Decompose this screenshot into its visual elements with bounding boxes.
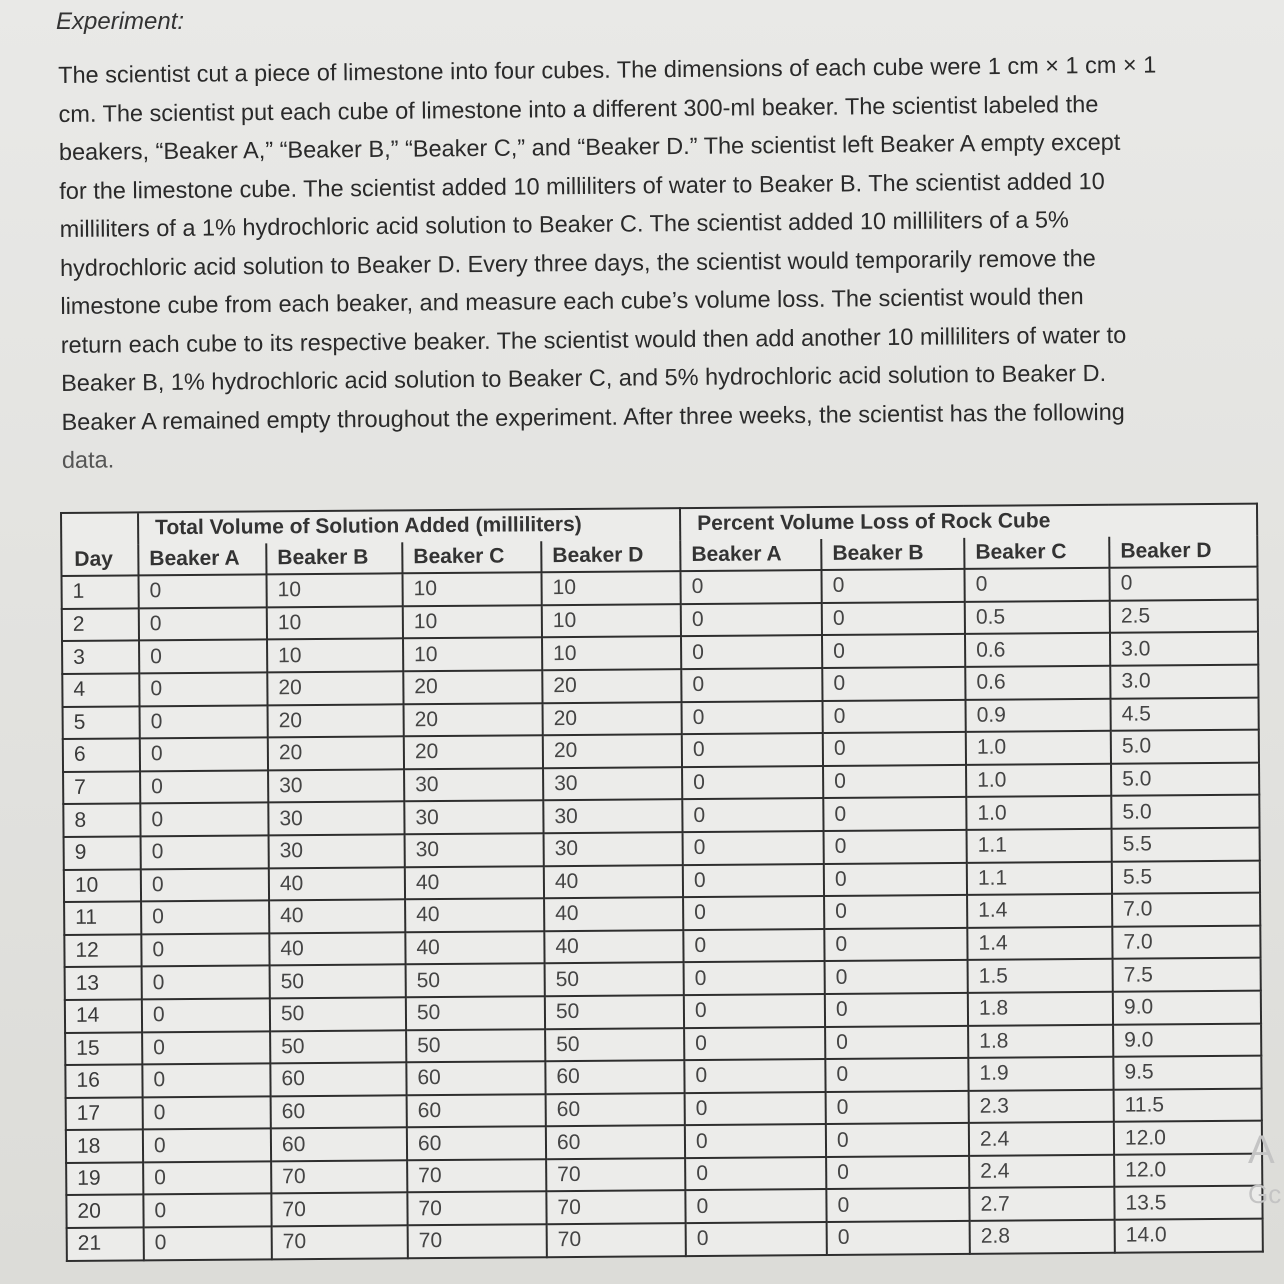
day-cell: 11 [64,902,141,935]
table-cell: 0 [1110,567,1258,601]
table-cell: 0 [824,928,967,962]
day-cell: 8 [63,804,140,837]
day-cell: 12 [64,934,141,967]
table-cell: 2.8 [970,1220,1115,1254]
table-cell: 0 [142,1063,270,1097]
table-cell: 5.0 [1111,730,1259,764]
table-cell: 50 [545,995,684,1029]
table-cell: 0.6 [965,666,1110,700]
cropped-edge-text [1248,1128,1284,1216]
paragraph-line: beakers, “Beaker A,” “Beaker B,” “Beaker C,” and “Beaker D.” The scientist left Beaker A empty except [58,128,1121,165]
table-cell: 0 [825,993,968,1027]
table-cell: 20 [267,671,403,705]
table-cell: 0 [143,1194,271,1228]
column-header-day: Day [61,544,138,576]
paragraph-line: milliliters of a 1% hydrochloric acid solution to Beaker C. The scientist added 10 milliliters of a 5% [59,206,1069,242]
table-cell: 30 [543,799,682,833]
table-cell: 50 [406,996,545,1030]
paragraph-line: hydrochloric acid solution to Beaker D. Every three days, the scientist would temporarily remove the [59,244,1096,281]
table-cell: 10 [266,573,402,607]
table-cell: 0 [683,864,824,898]
table-cell: 50 [406,1029,545,1063]
table-cell: 0 [823,732,966,766]
edge-fragment: A [1248,1128,1275,1172]
table-cell: 20 [268,736,404,770]
column-header-added-beaker-b: Beaker B [266,542,402,575]
table-cell: 5.0 [1111,795,1259,829]
table-cell: 0 [139,575,267,609]
table-cell: 40 [405,931,544,965]
table-cell: 50 [270,1030,406,1064]
table-cell: 40 [544,865,683,899]
table-cell: 0 [141,868,269,902]
table-cell: 70 [271,1193,407,1227]
table-cell: 1.8 [968,992,1113,1026]
table-cell: 60 [407,1094,546,1128]
table-cell: 0 [825,1025,968,1059]
table-cell: 0 [825,1058,968,1092]
table-cell: 1.9 [968,1057,1113,1091]
table-cell: 10 [267,639,403,673]
table-cell: 40 [269,932,405,966]
table-cell: 1.0 [966,796,1111,830]
table-cell: 0 [140,705,268,739]
table-cell: 0 [682,733,823,767]
table-cell: 7.0 [1112,893,1260,927]
table-cell: 0 [139,640,267,674]
table-cell: 70 [272,1225,408,1259]
day-cell: 3 [62,641,139,674]
table-cell: 0 [681,668,822,702]
table-cell: 60 [271,1128,407,1162]
column-header-loss-beaker-a: Beaker A [680,539,821,572]
table-cell: 1.8 [968,1024,1113,1058]
table-cell: 11.5 [1114,1088,1262,1122]
table-cell: 9.0 [1113,1023,1261,1057]
table-cell: 20 [403,670,542,704]
table-cell: 3.0 [1110,632,1258,666]
day-cell: 21 [67,1227,144,1260]
day-cell: 6 [63,739,140,772]
table-cell: 9.5 [1113,1056,1261,1090]
table-cell: 0 [826,1123,969,1157]
table-cell: 10 [542,604,681,638]
table-cell: 0.5 [965,601,1110,635]
day-cell: 7 [63,771,140,804]
table-cell: 60 [546,1093,685,1127]
table-cell: 7.0 [1112,925,1260,959]
table-cell: 14.0 [1115,1219,1263,1253]
table-cell: 0 [682,701,823,735]
table-cell: 0 [823,797,966,831]
table-cell: 2.7 [969,1187,1114,1221]
table-cell: 0 [682,798,823,832]
table-cell: 1.0 [966,731,1111,765]
table-cell: 0 [686,1222,827,1256]
table-cell: 2.4 [969,1155,1114,1189]
table-cell: 0 [822,602,965,636]
table-cell: 40 [544,930,683,964]
table-cell: 0 [141,900,269,934]
table-cell: 20 [404,703,543,737]
table-cell: 70 [271,1160,407,1194]
table-cell: 70 [546,1191,685,1225]
table-cell: 0 [685,1092,826,1126]
day-cell: 4 [62,673,139,706]
table-cell: 0 [824,830,967,864]
table-cell: 0 [142,966,270,1000]
table-cell: 20 [404,735,543,769]
table-cell: 0 [826,1188,969,1222]
table-cell: 60 [406,1061,545,1095]
column-header-added-beaker-a: Beaker A [138,543,266,576]
table-cell: 70 [407,1192,546,1226]
table-cell: 60 [270,1062,406,1096]
table-cell: 60 [407,1126,546,1160]
table-cell: 0 [682,766,823,800]
edge-fragment: Gc [1248,1179,1282,1209]
day-cell: 5 [63,706,140,739]
table-cell: 0 [822,667,965,701]
column-header-loss-beaker-c: Beaker C [964,536,1109,569]
table-cell: 0 [681,635,822,669]
day-cell: 17 [66,1097,143,1130]
table-cell: 0 [827,1221,970,1255]
table-cell: 0 [822,569,965,603]
table-cell: 0 [826,1156,969,1190]
day-cell: 2 [62,608,139,641]
table-cell: 4.5 [1111,697,1259,731]
paragraph-line: data. [61,446,115,473]
table-cell: 70 [547,1223,686,1257]
table-cell: 1.1 [967,829,1112,863]
table-cell: 0 [684,1059,825,1093]
table-cell: 3.0 [1110,665,1258,699]
table-cell: 0 [142,998,270,1032]
table-cell: 5.0 [1111,762,1259,796]
table-cell: 50 [406,964,545,998]
table-cell: 2.5 [1110,599,1258,633]
paragraph-line: for the limestone cube. The scientist added 10 milliliters of water to Beaker B. The scientist added 10 [59,167,1105,204]
table-cell: 10 [542,637,681,671]
table-cell: 10 [402,572,541,606]
table-cell: 30 [404,768,543,802]
table-cell: 60 [545,1060,684,1094]
table-cell: 40 [405,866,544,900]
table-cell: 60 [546,1125,685,1159]
day-cell: 19 [66,1162,143,1195]
table-cell: 70 [408,1224,547,1258]
table-cell: 0 [822,634,965,668]
table-cell: 0 [684,961,825,995]
volume-added-group-header: Total Volume of Solution Added (milliliters) [138,508,680,544]
table-cell: 70 [407,1159,546,1193]
table-cell: 30 [268,769,404,803]
table-cell: 0 [824,895,967,929]
table-cell: 0 [139,607,267,641]
table-cell: 5.5 [1112,828,1260,862]
table-cell: 0 [681,603,822,637]
table-cell: 30 [544,832,683,866]
table-cell: 1.4 [967,894,1112,928]
paragraph-line: Beaker B, 1% hydrochloric acid solution to Beaker C, and 5% hydrochloric acid solution to Beaker D. [61,359,1107,396]
table-cell: 0 [684,1027,825,1061]
day-cell: 10 [64,869,141,902]
table-cell: 50 [545,962,684,996]
data-table-container [60,503,1264,1262]
table-cell: 0 [681,570,822,604]
table-cell: 40 [544,897,683,931]
table-cell: 0 [140,803,268,837]
column-header-loss-beaker-b: Beaker B [821,537,964,570]
table-cell: 1.0 [966,764,1111,798]
paragraph-line: The scientist cut a piece of limestone into four cubes. The dimensions of each cube were 1 cm × 1 cm × 1 [58,51,1157,88]
column-header-added-beaker-d: Beaker D [541,540,680,573]
paragraph-line: limestone cube from each beaker, and measure each cube’s volume loss. The scientist would then [60,283,1084,319]
table-cell: 9.0 [1113,990,1261,1024]
table-cell: 50 [270,965,406,999]
table-cell: 0 [965,568,1110,602]
table-cell: 0 [141,933,269,967]
day-cell: 13 [65,967,142,1000]
column-header-added-beaker-c: Beaker C [402,541,541,574]
table-cell: 2.4 [969,1122,1114,1156]
table-cell: 30 [405,833,544,867]
table-cell: 0 [684,994,825,1028]
table-cell: 0.6 [965,633,1110,667]
table-cell: 0 [824,862,967,896]
day-cell: 14 [65,999,142,1032]
table-cell: 0 [823,699,966,733]
table-cell: 40 [405,898,544,932]
table-cell: 20 [543,702,682,736]
table-cell: 0 [685,1124,826,1158]
table-cell: 0 [683,896,824,930]
table-cell: 13.5 [1114,1186,1262,1220]
table-cell: 0 [685,1189,826,1223]
table-cell: 10 [267,606,403,640]
table-cell: 10 [403,605,542,639]
paragraph-line: return each cube to its respective beaker. The scientist would then add another 10 milliliters of water to [60,321,1127,358]
table-cell: 12.0 [1114,1153,1262,1187]
table-cell: 2.3 [969,1089,1114,1123]
table-cell: 0 [825,960,968,994]
table-cell: 0 [140,770,268,804]
table-cell: 20 [543,734,682,768]
table-cell: 40 [269,867,405,901]
table-cell: 30 [268,802,404,836]
paragraph-line: cm. The scientist put each cube of limestone into a different 300-ml beaker. The scientist labeled the [58,90,1099,127]
table-cell: 0 [140,738,268,772]
volume-loss-group-header: Percent Volume Loss of Rock Cube [680,504,1257,540]
table-cell: 0 [683,831,824,865]
table-cell: 30 [543,767,682,801]
table-cell: 12.0 [1114,1121,1262,1155]
table-cell: 50 [270,997,406,1031]
table-cell: 0 [142,1031,270,1065]
table-cell: 0 [143,1161,271,1195]
table-cell: 0 [826,1091,969,1125]
table-cell: 20 [268,704,404,738]
table-cell: 10 [403,638,542,672]
day-cell: 16 [65,1064,142,1097]
table-cell: 0 [139,672,267,706]
table-cell: 1.1 [967,861,1112,895]
table-body [62,567,1263,1261]
day-cell: 18 [66,1130,143,1163]
column-header-loss-beaker-d: Beaker D [1109,535,1257,568]
table-cell: 10 [541,571,680,605]
table-cell: 0 [823,765,966,799]
experiment-heading: Experiment: [56,8,185,35]
day-cell: 1 [62,576,139,609]
day-group-blank [61,512,138,544]
paragraph-line: Beaker A remained empty throughout the experiment. After three weeks, the scientist has the following [61,398,1125,435]
table-cell: 7.5 [1113,958,1261,992]
table-cell: 30 [269,834,405,868]
table-cell: 40 [269,899,405,933]
table-cell: 0 [144,1226,272,1260]
table-cell: 1.4 [967,926,1112,960]
table-cell: 30 [404,801,543,835]
day-cell: 20 [66,1195,143,1228]
table-cell: 5.5 [1112,860,1260,894]
day-cell: 15 [65,1032,142,1065]
table-cell: 0.9 [966,698,1111,732]
table-cell: 0 [143,1129,271,1163]
table-cell: 50 [545,1028,684,1062]
day-cell: 9 [64,836,141,869]
table-cell: 20 [542,669,681,703]
table-cell: 0 [683,929,824,963]
table-cell: 0 [141,835,269,869]
table-cell: 0 [143,1096,271,1130]
table-cell: 70 [546,1158,685,1192]
table-cell: 60 [271,1095,407,1129]
experiment-description [58,45,1242,480]
experiment-data-table [60,503,1264,1262]
table-cell: 1.5 [968,959,1113,993]
table-cell: 0 [685,1157,826,1191]
